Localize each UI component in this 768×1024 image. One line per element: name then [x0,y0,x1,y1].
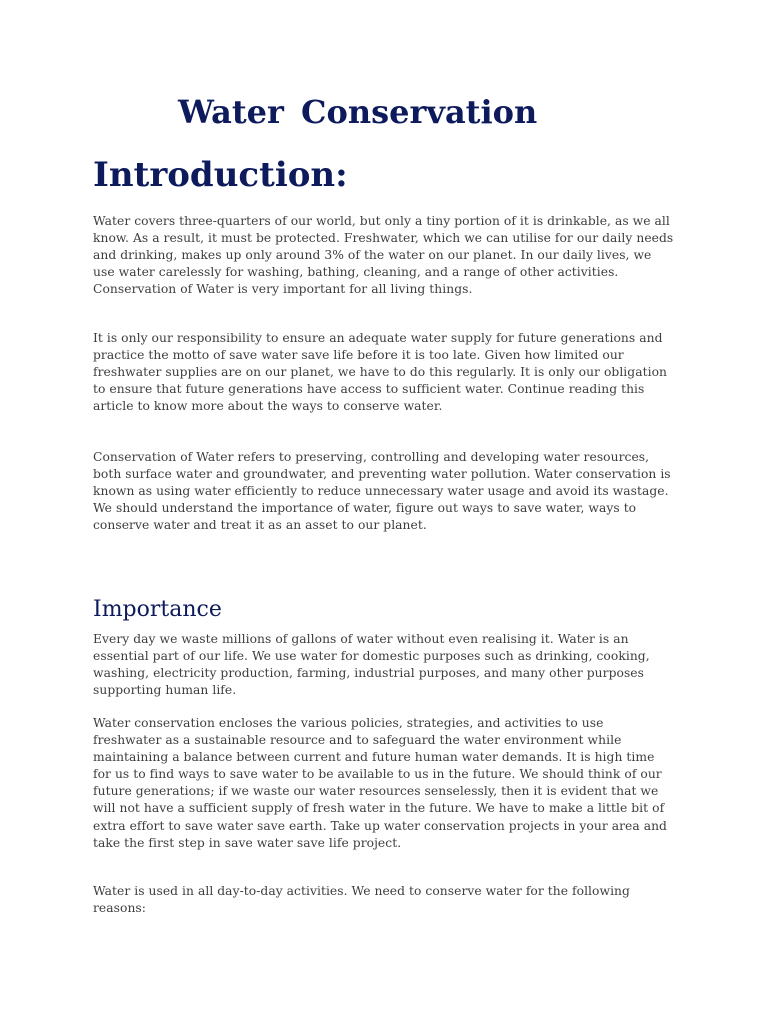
importance-paragraph-2: Water conservation encloses the various policies, strategies, and activities to use freshwater as a sustainable resource and to safeguard the water environment while maintaining a balance between current and future human water demands. It is high time for us to find ways to save water to be available to us in the future. We should think of our future generations; if we waste our water resources senselessly, then it is evident that we will not have a sufficient supply of fresh water in the future. We have to make a little bit of extra effort to save water save earth. Take up water conservation projects in your area and take the first step in save water save life project. [93,716,667,850]
intro-paragraph-3: Conservation of Water refers to preserving, controlling and developing water resources, both surface water and groundwater, and preventing water pollution. Water conservation is known as using water efficiently to reduce unnecessary water usage and avoid its wastage. We should understand the importance of water, figure out ways to save water, ways to conserve water and treat it as an asset to our planet. [93,450,671,533]
importance-paragraph-1: Every day we waste millions of gallons of water without even realising it. Water is an essential part of our life. We use water for domestic purposes such as drinking, cooking, washing, electricity production, farming, industrial purposes, and many other purposes supporting human life. [93,632,650,698]
intro-paragraph-2: It is only our responsibility to ensure an adequate water supply for future generations and practice the motto of save water save life before it is too late. Given how limited our freshwater supplies are on our planet, we have to do this regularly. It is only our obligation to ensure that future generations have access to sufficient water. Continue reading this article to know more about the ways to conserve water. [93,331,667,414]
document-title: Water Conservation [178,93,538,131]
importance-heading: Importance [93,597,222,622]
importance-paragraph-3: Water is used in all day-to-day activities. We need to conserve water for the following reasons: [93,884,630,916]
introduction-heading: Introduction: [93,155,348,195]
intro-paragraph-1: Water covers three-quarters of our world, but only a tiny portion of it is drinkable, as we all know. As a result, it must be protected. Freshwater, which we can utilise for our daily needs and drinking, makes up only around 3% of the water on our planet. In our daily lives, we use water carelessly for washing, bathing, cleaning, and a range of other activities. Conservation of Water is very important for all living things. [93,214,674,297]
